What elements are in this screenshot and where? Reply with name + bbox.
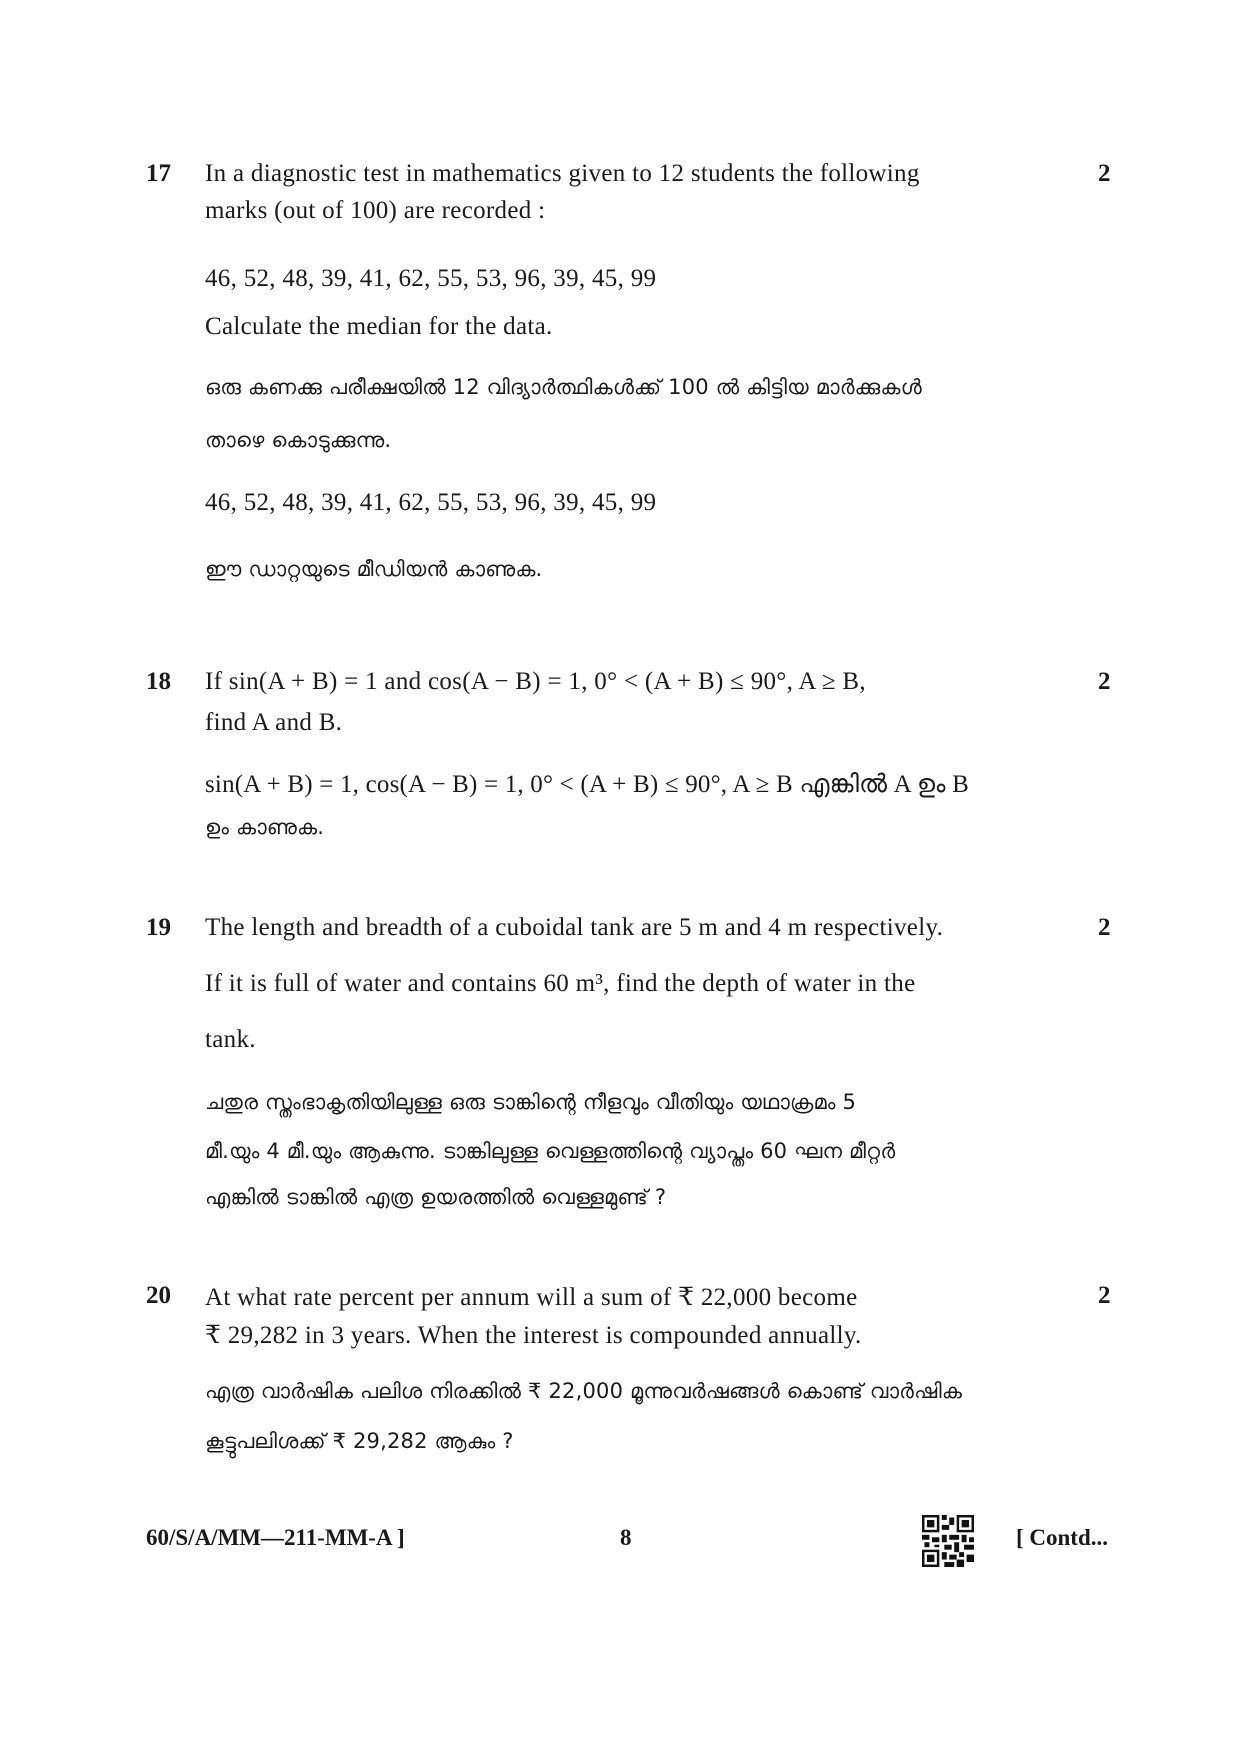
question-number: 20: [146, 1282, 171, 1309]
question-text-en-2: If it is full of water and contains 60 m³, find the depth of water in the: [205, 970, 916, 997]
question-text-ml-1: ചതുര സ്തംഭാകൃതിയിലുള്ള ഒരു ടാങ്കിന്റെ നീളവും വീതിയും യഥാക്രമം 5: [205, 1090, 857, 1114]
question-text-en-1: If sin(A + B) = 1 and cos(A − B) = 1, 0° < (A + B) ≤ 90°, A ≥ B,: [205, 668, 866, 695]
data-values-en: 46, 52, 48, 39, 41, 62, 55, 53, 96, 39, 45, 99: [205, 265, 657, 292]
question-marks: 2: [1098, 914, 1111, 941]
question-number: 19: [146, 914, 171, 941]
question-text-ml-2: മീ.യും 4 മീ.യും ആകുന്നു. ടാങ്കിലുള്ള വെള്ളത്തിന്റെ വ്യാപ്തം 60 ഘന മീറ്റർ: [205, 1139, 896, 1163]
question-text-ml-3: ഈ ഡാറ്റയുടെ മീഡിയൻ കാണുക.: [205, 557, 543, 581]
question-text-en-1: The length and breadth of a cuboidal tank are 5 m and 4 m respectively.: [205, 914, 944, 941]
page-number: 8: [620, 1525, 632, 1550]
paper-code: 60/S/A/MM—211-MM-A ]: [146, 1525, 405, 1550]
question-text-ml-1: sin(A + B) = 1, cos(A − B) = 1, 0° < (A + B) ≤ 90°, A ≥ B എങ്കിൽ A ഉം B: [205, 771, 969, 798]
question-text-en-2: find A and B.: [205, 709, 343, 736]
question-number: 17: [146, 160, 171, 187]
continued-label: [ Contd...: [1016, 1525, 1109, 1550]
question-text-ml-2: താഴെ കൊടുക്കുന്നു.: [205, 428, 392, 452]
question-text-ml-1: എത്ര വാർഷിക പലിശ നിരക്കിൽ ₹ 22,000 മൂന്നുവർഷങ്ങൾ കൊണ്ട് വാർഷിക: [205, 1379, 963, 1403]
question-marks: 2: [1098, 1282, 1111, 1309]
qr-code-icon: [922, 1515, 974, 1567]
question-text-en-2: marks (out of 100) are recorded :: [205, 197, 546, 224]
question-number: 18: [146, 668, 171, 695]
question-text-ml-1: ഒരു കണക്കു പരീക്ഷയിൽ 12 വിദ്യാർത്ഥികൾക്ക് 100 ൽ കിട്ടിയ മാർക്കുകൾ: [205, 375, 922, 399]
question-text-ml-3: എങ്കിൽ ടാങ്കിൽ എത്ര ഉയരത്തിൽ വെള്ളമുണ്ട് ?: [205, 1185, 667, 1209]
question-text-en-1: In a diagnostic test in mathematics given to 12 students the following: [205, 160, 920, 187]
question-marks: 2: [1098, 668, 1111, 695]
question-text-en-3: tank.: [205, 1026, 256, 1053]
data-values-ml: 46, 52, 48, 39, 41, 62, 55, 53, 96, 39, 45, 99: [205, 489, 657, 516]
question-text-en-2: ₹ 29,282 in 3 years. When the interest is compounded annually.: [205, 1322, 862, 1349]
question-text-ml-2: ഉം കാണുക.: [205, 815, 325, 839]
question-text-en-3: Calculate the median for the data.: [205, 313, 553, 340]
question-text-ml-2: കൂട്ടുപലിശക്ക് ₹ 29,282 ആകും ?: [205, 1429, 514, 1453]
question-text-en-1: At what rate percent per annum will a sum of ₹ 22,000 become: [205, 1284, 858, 1311]
question-marks: 2: [1098, 160, 1111, 187]
